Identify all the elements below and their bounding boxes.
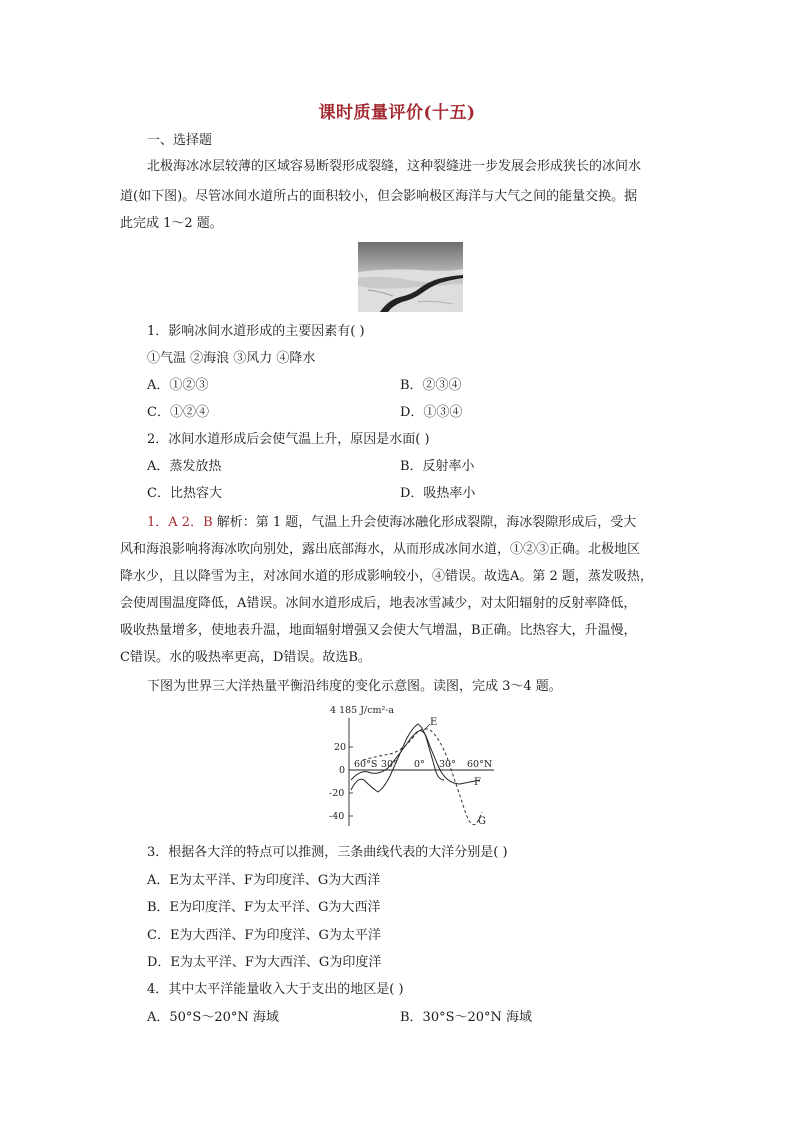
- y-axis-unit-label: 4 185 J/cm²·a: [330, 705, 395, 716]
- q2-option-d: D．吸热率小: [400, 486, 476, 501]
- q3-option-d: D．E为太平洋、F为大西洋、G为印度洋: [147, 955, 382, 970]
- q1-items: ①气温 ②海浪 ③风力 ④降水: [147, 351, 316, 366]
- analysis-line-3: 降水少，且以降雪为主，对冰间水道的形成影响较小，④错误。故选A。第 2 题，蒸发吸热，: [120, 569, 653, 584]
- x-tick-0: 0°: [414, 759, 425, 770]
- series-g-label: G: [478, 816, 486, 827]
- answer-key: 1．A 2．B: [147, 515, 213, 530]
- q1-option-d: D．①③④: [400, 405, 463, 420]
- y-tick-20: 20: [334, 742, 347, 753]
- heat-balance-chart: [318, 700, 508, 835]
- y-tick-neg40: -40: [329, 811, 345, 822]
- page-title: 课时质量评价(十五): [318, 103, 476, 123]
- q1-option-a: A．①②③: [147, 378, 209, 393]
- q3-option-c: C．E为大西洋、F为印度洋、G为太平洋: [147, 928, 381, 943]
- series-g-line: [363, 729, 482, 825]
- x-tick-60s: 60°S: [354, 759, 378, 770]
- x-tick-30n: 30°: [439, 759, 456, 770]
- y-tick-0: 0: [339, 765, 346, 776]
- intro-line-2: 道(如下图)。尽管冰间水道所占的面积较小，但会影响极区海洋与大气之间的能量交换。据: [120, 189, 638, 204]
- series-f-line: [351, 731, 480, 784]
- y-tick-neg20: -20: [329, 788, 345, 799]
- q1-option-b: B．②③④: [400, 378, 462, 393]
- analysis-line-5: 吸收热量增多，使地表升温，地面辐射增强又会使大气增温，B正确。比热容大，升温慢，: [120, 623, 637, 638]
- q3-option-b: B．E为印度洋、F为太平洋、G为大西洋: [147, 900, 381, 915]
- q2-stem: 2．冰间水道形成后会使气温上升，原因是水面( ): [147, 432, 430, 447]
- intro-line-3: 此完成 1～2 题。: [120, 216, 223, 231]
- intro-line-1: 北极海冰冰层较薄的区域容易断裂形成裂缝，这种裂缝进一步发展会形成狭长的冰间水: [147, 159, 642, 174]
- q4-stem: 4．其中太平洋能量收入大于支出的地区是( ): [147, 982, 404, 997]
- analysis-line-2: 风和海浪影响将海冰吹向别处，露出底部海水，从而形成冰间水道，①②③正确。北极地区: [120, 542, 641, 557]
- analysis-line-6: C错误。水的吸热率更高，D错误。故选B。: [120, 650, 371, 665]
- q2-option-b: B．反射率小: [400, 459, 475, 474]
- q1-option-c: C．①②④: [147, 405, 209, 420]
- q3-option-a: A．E为太平洋、F为印度洋、G为大西洋: [147, 873, 381, 888]
- series-f-label: F: [474, 777, 481, 788]
- x-tick-30s: 30°: [381, 759, 398, 770]
- q2-option-a: A．蒸发放热: [147, 459, 222, 474]
- analysis-line-1: 解析：第 1 题，气温上升会使海冰融化形成裂隙，海冰裂隙形成后，受大: [212, 515, 637, 530]
- answer-line-1: [147, 510, 636, 536]
- sea-ice-photo: [358, 242, 463, 312]
- series-e-label: E: [430, 717, 438, 728]
- q1-stem: 1．影响冰间水道形成的主要因素有( ): [147, 324, 365, 339]
- series-e-line: [351, 724, 444, 792]
- q3-stem: 3．根据各大洋的特点可以推测，三条曲线代表的大洋分别是( ): [147, 845, 508, 860]
- section-heading: 一、选择题: [147, 133, 213, 148]
- q2-option-c: C．比热容大: [147, 486, 222, 501]
- q4-option-a: A．50°S～20°N 海域: [147, 1010, 279, 1025]
- q4-option-b: B．30°S～20°N 海域: [400, 1010, 533, 1025]
- analysis-line-4: 会使周围温度降低，A错误。冰间水道形成后，地表冰雪减少，对太阳辐射的反射率降低，: [120, 596, 637, 611]
- intro2-text: 下图为世界三大洋热量平衡沿纬度的变化示意图。读图，完成 3～4 题。: [147, 679, 562, 694]
- x-tick-60n: 60°N: [467, 759, 493, 770]
